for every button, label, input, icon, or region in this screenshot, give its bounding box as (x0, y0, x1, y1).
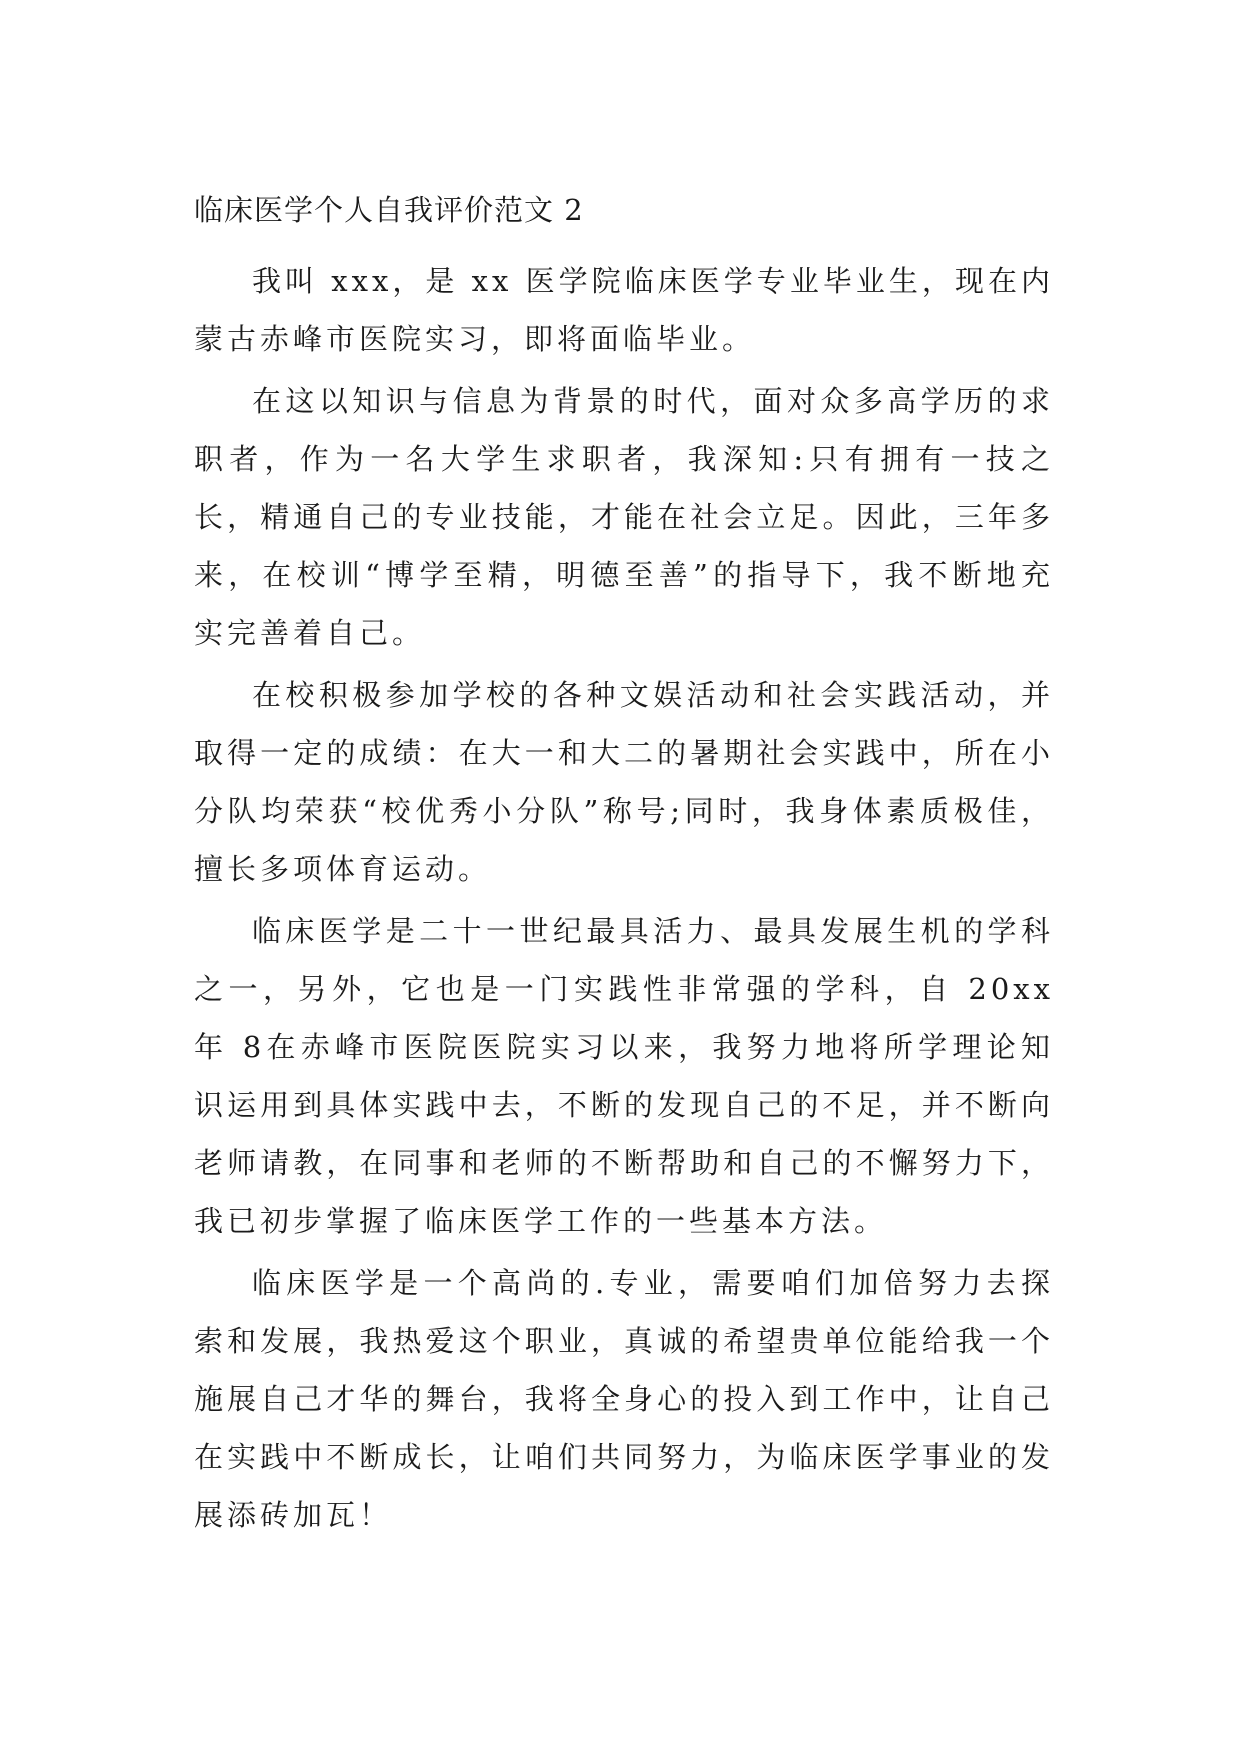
document-page (194, 190, 1054, 1548)
paragraph-activities: 在校积极参加学校的各种文娱活动和社会实践活动，并取得一定的成绩：在大一和大二的暑期社会实践中，所在小分队均荣获“校优秀小分队”称号;同时，我身体素质极佳，擅长多项体育运动。 (194, 678, 1054, 886)
paragraph-motivation: 在这以知识与信息为背景的时代，面对众多高学历的求职者，作为一名大学生求职者，我深知:只有拥有一技之长，精通自己的专业技能，才能在社会立足。因此，三年多来，在校训“博学至精，明德至善”的指导下，我不断地充实完善着自己。 (194, 384, 1054, 650)
paragraph-internship: 临床医学是二十一世纪最具活力、最具发展生机的学科之一，另外，它也是一门实践性非常强的学科，自 20xx 年 8在赤峰市医院医院实习以来，我努力地将所学理论知识运用到具体实践中去，不断的发现自己的不足，并不断向老师请教，在同事和老师的不断帮助和自己的不懈努力下，我已初步掌握了临床医学工作的一些基本方法。 (194, 914, 1054, 1238)
paragraph-conclusion: 临床医学是一个高尚的.专业，需要咱们加倍努力去探索和发展，我热爱这个职业，真诚的希望贵单位能给我一个施展自己才华的舞台，我将全身心的投入到工作中，让自己在实践中不断成长，让咱们共同努力，为临床医学事业的发展添砖加瓦！ (194, 1266, 1054, 1532)
document-title: 临床医学个人自我评价范文 2 (194, 193, 584, 227)
paragraph-intro: 我叫 xxx，是 xx 医学院临床医学专业毕业生，现在内蒙古赤峰市医院实习，即将面临毕业。 (194, 264, 1054, 356)
